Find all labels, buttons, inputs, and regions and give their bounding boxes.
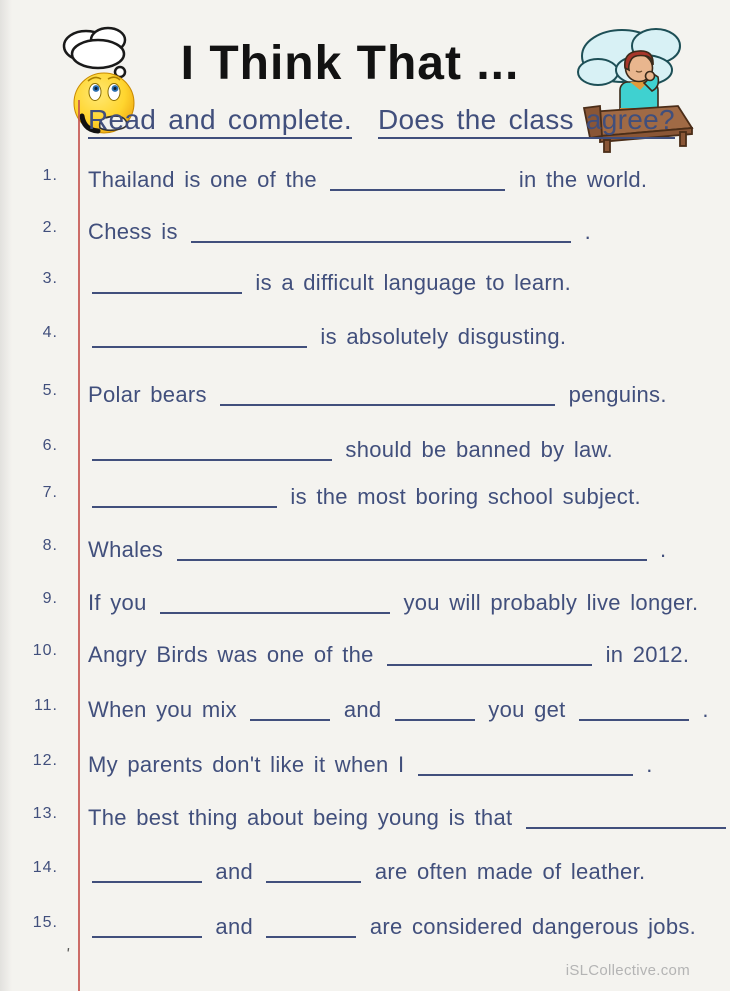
item-number: 4. bbox=[42, 324, 58, 341]
sentence-text: If you bbox=[88, 590, 147, 615]
sentence-text: Whales bbox=[88, 537, 164, 562]
worksheet-row bbox=[30, 433, 695, 473]
fill-blank bbox=[220, 390, 555, 406]
sentence bbox=[88, 266, 695, 300]
sentence-text: . bbox=[702, 697, 709, 722]
fill-blank bbox=[579, 705, 689, 721]
worksheet-row bbox=[30, 855, 695, 895]
instructions-line bbox=[88, 104, 675, 136]
sentence-text: and bbox=[215, 914, 254, 939]
fill-blank bbox=[92, 278, 242, 294]
worksheet-row bbox=[30, 320, 695, 360]
instruction-part1: Read and complete. bbox=[88, 104, 352, 139]
fill-blank bbox=[266, 922, 356, 938]
item-number: 14. bbox=[32, 859, 58, 876]
item-number: 8. bbox=[42, 537, 58, 554]
sentence-text: The best thing about being young is that bbox=[88, 805, 513, 830]
worksheet-row bbox=[30, 801, 695, 841]
item-number: 15. bbox=[32, 914, 58, 931]
sentence-text: Angry Birds was one of the bbox=[88, 642, 374, 667]
fill-blank bbox=[191, 227, 571, 243]
worksheet-row bbox=[30, 748, 695, 788]
sentence-text: penguins. bbox=[568, 382, 667, 407]
worksheet-row bbox=[30, 378, 695, 418]
fill-blank bbox=[330, 175, 505, 191]
page-title: I Think That ... bbox=[180, 37, 520, 90]
worksheet-row bbox=[30, 215, 695, 255]
worksheet-row bbox=[30, 163, 695, 203]
fill-blank bbox=[387, 650, 592, 666]
instruction-part2: Does the class agree? bbox=[378, 104, 675, 139]
item-number: 13. bbox=[32, 805, 58, 822]
sentence bbox=[88, 433, 695, 467]
fill-blank bbox=[177, 545, 647, 561]
fill-blank bbox=[418, 760, 633, 776]
fill-blank bbox=[92, 867, 202, 883]
sentence-text: you will probably live longer. bbox=[403, 590, 699, 615]
sentence bbox=[88, 378, 695, 412]
item-number: 10. bbox=[32, 642, 58, 659]
sentence bbox=[88, 693, 709, 727]
worksheet-row bbox=[30, 266, 695, 306]
sentence-text: is absolutely disgusting. bbox=[320, 324, 567, 349]
fill-blank bbox=[92, 445, 332, 461]
item-number: 11. bbox=[33, 697, 58, 714]
sentence-text: and bbox=[215, 859, 254, 884]
worksheet-row bbox=[30, 638, 695, 678]
sentence bbox=[88, 480, 695, 514]
item-number: 12. bbox=[32, 752, 58, 769]
sentence-text: are often made of leather. bbox=[374, 859, 646, 884]
sentence bbox=[88, 586, 699, 620]
item-number: 5. bbox=[42, 382, 58, 399]
sentence bbox=[88, 163, 695, 197]
fill-blank bbox=[92, 922, 202, 938]
item-number: 9. bbox=[42, 590, 58, 607]
fill-blank bbox=[395, 705, 475, 721]
sentence-text: . bbox=[660, 537, 667, 562]
sentence bbox=[88, 215, 695, 249]
sentence-text: My parents don't like it when I bbox=[88, 752, 405, 777]
fill-blank bbox=[266, 867, 361, 883]
fill-blank bbox=[526, 813, 726, 829]
fill-blank bbox=[250, 705, 330, 721]
item-number: 3. bbox=[42, 270, 58, 287]
stray-pen-mark: ' bbox=[64, 945, 71, 964]
sentence-text: Thailand is one of the bbox=[88, 167, 317, 192]
sentence-text: Polar bears bbox=[88, 382, 207, 407]
islcollective-watermark: iSLCollective.com bbox=[565, 962, 690, 979]
sentence bbox=[88, 533, 695, 567]
sentence-text: . bbox=[646, 752, 653, 777]
worksheet-row bbox=[30, 586, 699, 626]
sentence-text: are considered dangerous jobs. bbox=[369, 914, 697, 939]
sentence-text: When you mix bbox=[88, 697, 237, 722]
sentence-text: is a difficult language to learn. bbox=[255, 270, 571, 295]
sentence-text: is the most boring school subject. bbox=[290, 484, 641, 509]
fill-blank bbox=[92, 332, 307, 348]
sentence bbox=[88, 748, 695, 782]
item-number: 1. bbox=[42, 167, 58, 184]
sentence-text: in 2012. bbox=[605, 642, 690, 667]
sentence-text: Chess is bbox=[88, 219, 178, 244]
sentence-text: in the world. bbox=[518, 167, 648, 192]
item-number: 2. bbox=[42, 219, 58, 236]
sentence-text: you get bbox=[488, 697, 566, 722]
sentence-text: . bbox=[584, 219, 592, 244]
worksheet-row bbox=[30, 910, 695, 950]
sentence-text: and bbox=[343, 697, 382, 722]
item-number: 6. bbox=[42, 437, 58, 454]
sentence bbox=[88, 801, 695, 835]
fill-blank bbox=[160, 598, 390, 614]
sentence-text: should be banned by law. bbox=[345, 437, 613, 462]
worksheet-row bbox=[30, 480, 695, 520]
scan-edge-shadow bbox=[0, 0, 12, 991]
sentence bbox=[88, 855, 695, 889]
sentence bbox=[88, 320, 695, 354]
worksheet-row bbox=[30, 533, 695, 573]
worksheet-row bbox=[30, 693, 709, 733]
sentence bbox=[88, 910, 695, 944]
item-number: 7. bbox=[42, 484, 58, 501]
fill-blank bbox=[92, 492, 277, 508]
sentence bbox=[88, 638, 695, 672]
